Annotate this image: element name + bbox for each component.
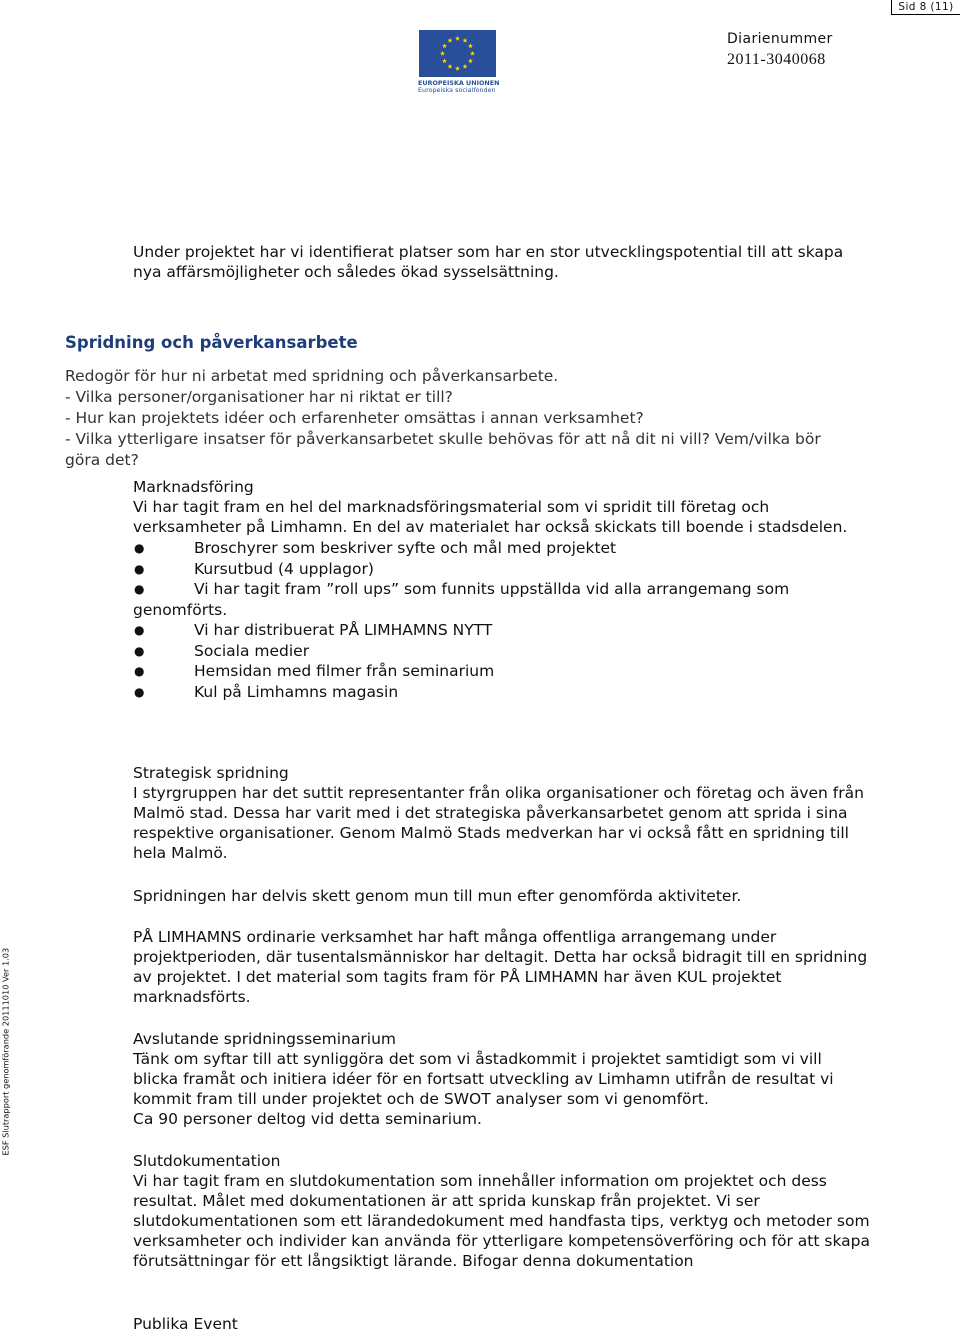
mun-till-mun-paragraph: [133, 886, 741, 906]
instruction-line: - Vilka personer/organisationer har ni riktat er till?: [65, 388, 453, 406]
marknadsforing-line: Vi har tagit fram en hel del marknadsföringsmaterial som vi spridit till företag och: [133, 498, 770, 516]
instruction-line: Redogör för hur ni arbetat med spridning och påverkansarbete.: [65, 367, 559, 385]
page-number: Sid 8 (11): [891, 0, 960, 15]
strategisk-line: I styrgruppen har det suttit representanter från olika organisationer och företag och även från: [133, 784, 864, 802]
marknadsforing-block: [133, 477, 847, 537]
marknadsforing-title: Marknadsföring: [133, 478, 254, 496]
logo-line1: EUROPEISKA UNIONEN: [418, 79, 500, 87]
avslutande-block: [133, 1029, 834, 1129]
list-item: ● Vi har distribuerat PÅ LIMHAMNS NYTT: [134, 621, 493, 639]
list-item-continuation: genomförts.: [133, 600, 228, 619]
strategisk-block: [133, 763, 864, 863]
strategisk-title: Strategisk spridning: [133, 764, 289, 782]
section-heading: Spridning och påverkansarbete: [65, 333, 358, 352]
intro-line: nya affärsmöjligheter och således ökad sysselsättning.: [133, 263, 559, 281]
list-item: ● Vi har tagit fram ”roll ups” som funnits uppställda vid alla arrangemang som: [134, 580, 790, 598]
mun-till-mun-line: Spridningen har delvis skett genom mun till mun efter genomförda aktiviteter.: [133, 887, 742, 905]
list-item: ● Sociala medier: [134, 641, 310, 660]
list-item: ● Kursutbud (4 upplagor): [134, 559, 374, 578]
limhamns-line: marknadsförts.: [133, 988, 251, 1006]
slutdokumentation-line: slutdokumentationen som ett lärandedokument med handfasta tips, verktyg och metoder som: [133, 1212, 870, 1230]
limhamns-line: PÅ LIMHAMNS ordinarie verksamhet har haft många offentliga arrangemang under: [133, 928, 777, 946]
strategisk-line: Malmö stad. Dessa har varit med i det strategiska påverkansarbetet genom att sprida i sina: [133, 804, 848, 822]
avslutande-title: Avslutande spridningsseminarium: [133, 1030, 397, 1048]
instruction-line: - Hur kan projektets idéer och erfarenheter omsättas i annan verksamhet?: [65, 409, 644, 427]
publika-event-block: [133, 1314, 238, 1334]
section-instructions: [65, 366, 821, 471]
limhamns-line: projektperioden, där tusentalsmänniskor har deltagit. Detta har också bidragit till en spridning: [133, 948, 868, 966]
slutdokumentation-line: Vi har tagit fram en slutdokumentation som innehåller information om projektet och dess: [133, 1172, 827, 1190]
intro-paragraph: [133, 242, 843, 282]
avslutande-line: Tänk om syftar till att synliggöra det som vi åstadkommit i projektet samtidigt som vi vill: [133, 1050, 822, 1068]
diarienummer-label: Diarienummer: [727, 31, 833, 47]
eu-flag-stars-icon: [419, 30, 496, 77]
list-item: ● Hemsidan med filmer från seminarium: [134, 662, 495, 680]
logo-text: [418, 80, 498, 95]
strategisk-line: respektive organisationer. Genom Malmö Stads medverkan har vi också fått en spridning till: [133, 824, 849, 842]
instruction-line: göra det?: [65, 451, 139, 469]
marknadsforing-bullets: [133, 538, 790, 702]
slutdokumentation-title: Slutdokumentation: [133, 1152, 281, 1170]
avslutande-line: blicka framåt och initiera idéer för en fortsatt utveckling av Limhamn utifrån de resultat vi: [133, 1070, 834, 1088]
slutdokumentation-block: [133, 1151, 870, 1271]
instruction-line: - Vilka ytterligare insatser för påverkansarbetet skulle behövas för att nå dit ni vill? Vem/vilka bör: [65, 430, 821, 448]
publika-event-title: Publika Event: [133, 1315, 238, 1333]
marknadsforing-line: verksamheter på Limhamn. En del av materialet har också skickats till boende i stadsdelen.: [133, 518, 848, 536]
limhamns-line: av projektet. I det material som tagits fram för PÅ LIMHAMN har även KUL projektet: [133, 968, 782, 986]
avslutande-line: Ca 90 personer deltog vid detta seminarium.: [133, 1110, 482, 1128]
slutdokumentation-line: verksamheter och individer kan använda för ytterligare kompetensöverföring och för att skapa: [133, 1232, 870, 1250]
avslutande-line: kommit fram till under projektet och de SWOT analyser som vi genomfört.: [133, 1090, 709, 1108]
eu-logo: [418, 30, 498, 102]
diarienummer-value: 2011-3040068: [727, 51, 826, 68]
slutdokumentation-line: förutsättningar för ett långsiktigt lärande. Bifogar denna dokumentation: [133, 1252, 694, 1270]
strategisk-line: hela Malmö.: [133, 844, 228, 862]
list-item: ● Kul på Limhamns magasin: [134, 682, 399, 701]
list-item: ● Broschyrer som beskriver syfte och mål med projektet: [134, 539, 617, 557]
version-sidebar-text: ESF Slutrapport genomförande 20111010 Ver 1.03: [0, 947, 11, 1156]
limhamns-paragraph: [133, 927, 867, 1007]
intro-line: Under projektet har vi identifierat platser som har en stor utvecklingspotential till att skapa: [133, 243, 844, 261]
slutdokumentation-line: resultat. Målet med dokumentationen är att sprida kunskap från projektet. Vi ser: [133, 1192, 760, 1210]
logo-line2: Europeiska socialfonden: [418, 86, 496, 95]
